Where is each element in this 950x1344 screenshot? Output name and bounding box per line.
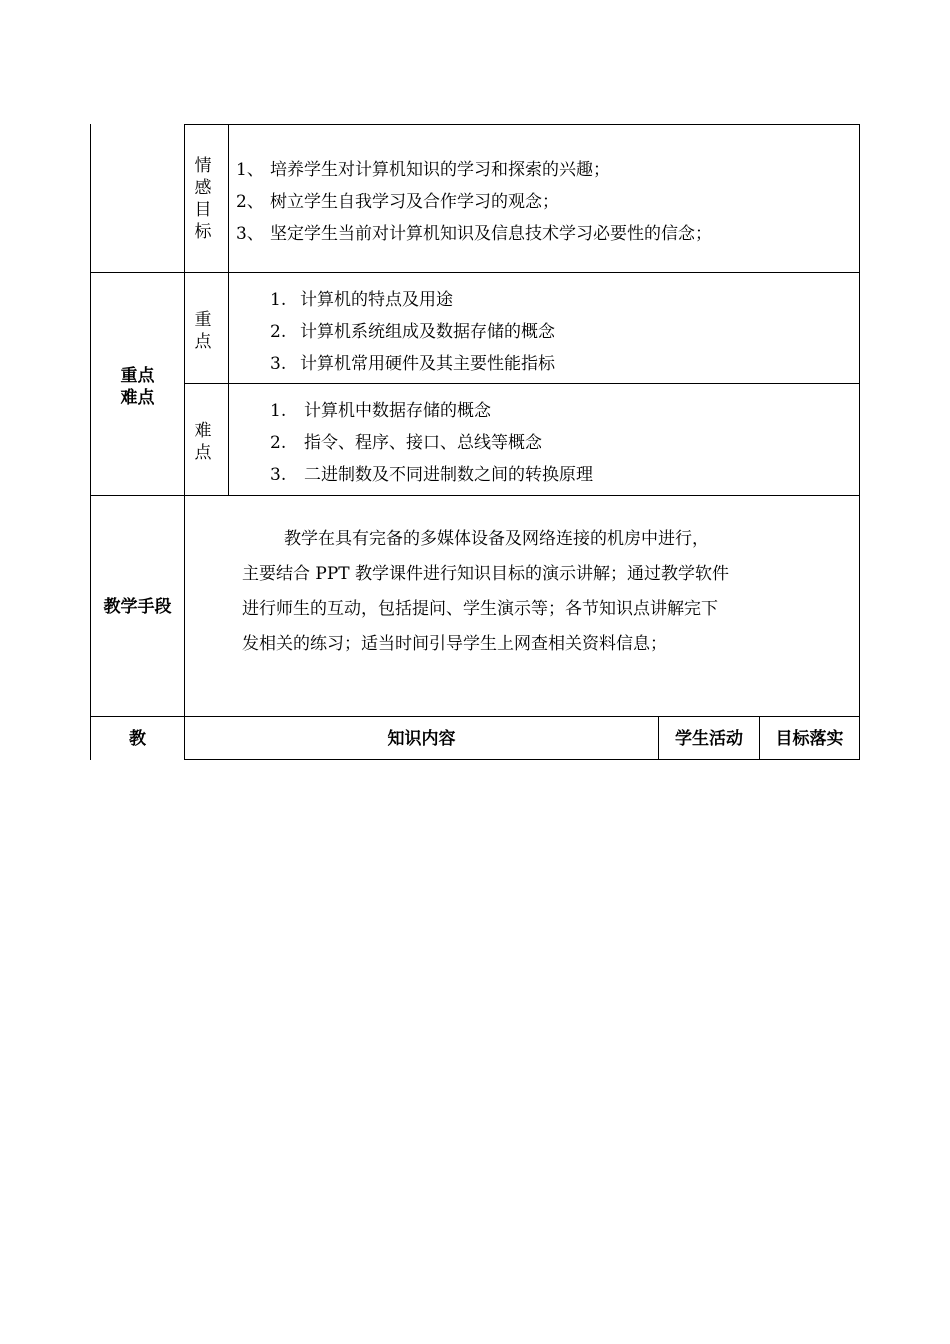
teaching-means-line: 主要结合 PPT 教学课件进行知识目标的演示讲解；通过教学软件 bbox=[242, 564, 730, 584]
key-point-label bbox=[193, 309, 213, 353]
difficult-point-label bbox=[193, 420, 213, 464]
emotion-goal-label-char: 感 bbox=[194, 178, 212, 198]
key-point-label-char: 点 bbox=[194, 332, 212, 352]
header-cell-teach: 教 bbox=[129, 729, 146, 749]
key-point-item bbox=[270, 322, 555, 342]
emotion-goal-label bbox=[193, 155, 213, 243]
header-cell-student-activity: 学生活动 bbox=[675, 729, 743, 749]
table-row-line-4 bbox=[90, 716, 860, 717]
teaching-means-line: 教学在具有完备的多媒体设备及网络连接的机房中进行， bbox=[284, 529, 709, 549]
difficult-point-item bbox=[270, 401, 491, 421]
item-text: 坚定学生当前对计算机知识及信息技术学习必要性的信念； bbox=[270, 224, 712, 244]
item-text: 二进制数及不同进制数之间的转换原理 bbox=[304, 465, 593, 485]
header-cell-goal-implementation: 目标落实 bbox=[775, 729, 844, 749]
item-number: 2、 bbox=[236, 192, 264, 212]
teaching-means-line: 发相关的练习；适当时间引导学生上网查相关资料信息； bbox=[242, 634, 667, 654]
key-difficult-label-line: 难点 bbox=[120, 388, 155, 408]
difficult-point-item bbox=[270, 433, 542, 453]
teaching-means-line: 进行师生的互动，包括提问、学生演示等；各节知识点讲解完下 bbox=[242, 599, 718, 619]
key-point-label-char: 重 bbox=[194, 310, 212, 330]
item-number: 2. bbox=[270, 322, 287, 342]
teaching-means-label: 教学手段 bbox=[103, 597, 172, 617]
table-col-line-1 bbox=[184, 124, 185, 760]
key-point-item bbox=[270, 354, 555, 374]
header-cell-knowledge-content: 知识内容 bbox=[387, 729, 456, 749]
emotion-goal-label-char: 标 bbox=[194, 222, 212, 242]
item-number: 1. bbox=[270, 401, 287, 421]
item-number: 2. bbox=[270, 433, 287, 453]
emotion-goal-label-char: 目 bbox=[194, 200, 212, 220]
item-text: 计算机常用硬件及其主要性能指标 bbox=[300, 354, 555, 374]
key-difficult-label-line: 重点 bbox=[120, 366, 155, 386]
difficult-point-label-char: 难 bbox=[194, 421, 212, 441]
emotion-goal-item bbox=[236, 192, 559, 212]
emotion-goal-label-char: 情 bbox=[194, 156, 212, 176]
table-top-border bbox=[184, 124, 860, 125]
item-number: 1、 bbox=[236, 160, 264, 180]
item-number: 1. bbox=[270, 290, 287, 310]
key-difficult-label bbox=[91, 365, 184, 409]
table-row-line-1 bbox=[90, 272, 860, 273]
emotion-goal-item bbox=[236, 224, 712, 244]
item-number: 3、 bbox=[236, 224, 264, 244]
difficult-point-label-char: 点 bbox=[194, 443, 212, 463]
item-text: 指令、程序、接口、总线等概念 bbox=[304, 433, 542, 453]
table-col-line-2 bbox=[228, 124, 229, 496]
item-number: 3. bbox=[270, 354, 287, 374]
key-point-item bbox=[270, 290, 453, 310]
item-number: 3. bbox=[270, 465, 287, 485]
item-text: 计算机系统组成及数据存储的概念 bbox=[300, 322, 555, 342]
item-text: 计算机中数据存储的概念 bbox=[304, 401, 491, 421]
table-right-border bbox=[859, 124, 860, 760]
table-bottom-border bbox=[184, 759, 860, 760]
table-row-line-3 bbox=[90, 495, 860, 496]
emotion-goal-item bbox=[236, 160, 610, 180]
item-text: 培养学生对计算机知识的学习和探索的兴趣； bbox=[270, 160, 610, 180]
table-left-border bbox=[90, 124, 91, 760]
table-row-line-2 bbox=[184, 383, 860, 384]
item-text: 树立学生自我学习及合作学习的观念； bbox=[270, 192, 559, 212]
item-text: 计算机的特点及用途 bbox=[300, 290, 453, 310]
difficult-point-item bbox=[270, 465, 593, 485]
